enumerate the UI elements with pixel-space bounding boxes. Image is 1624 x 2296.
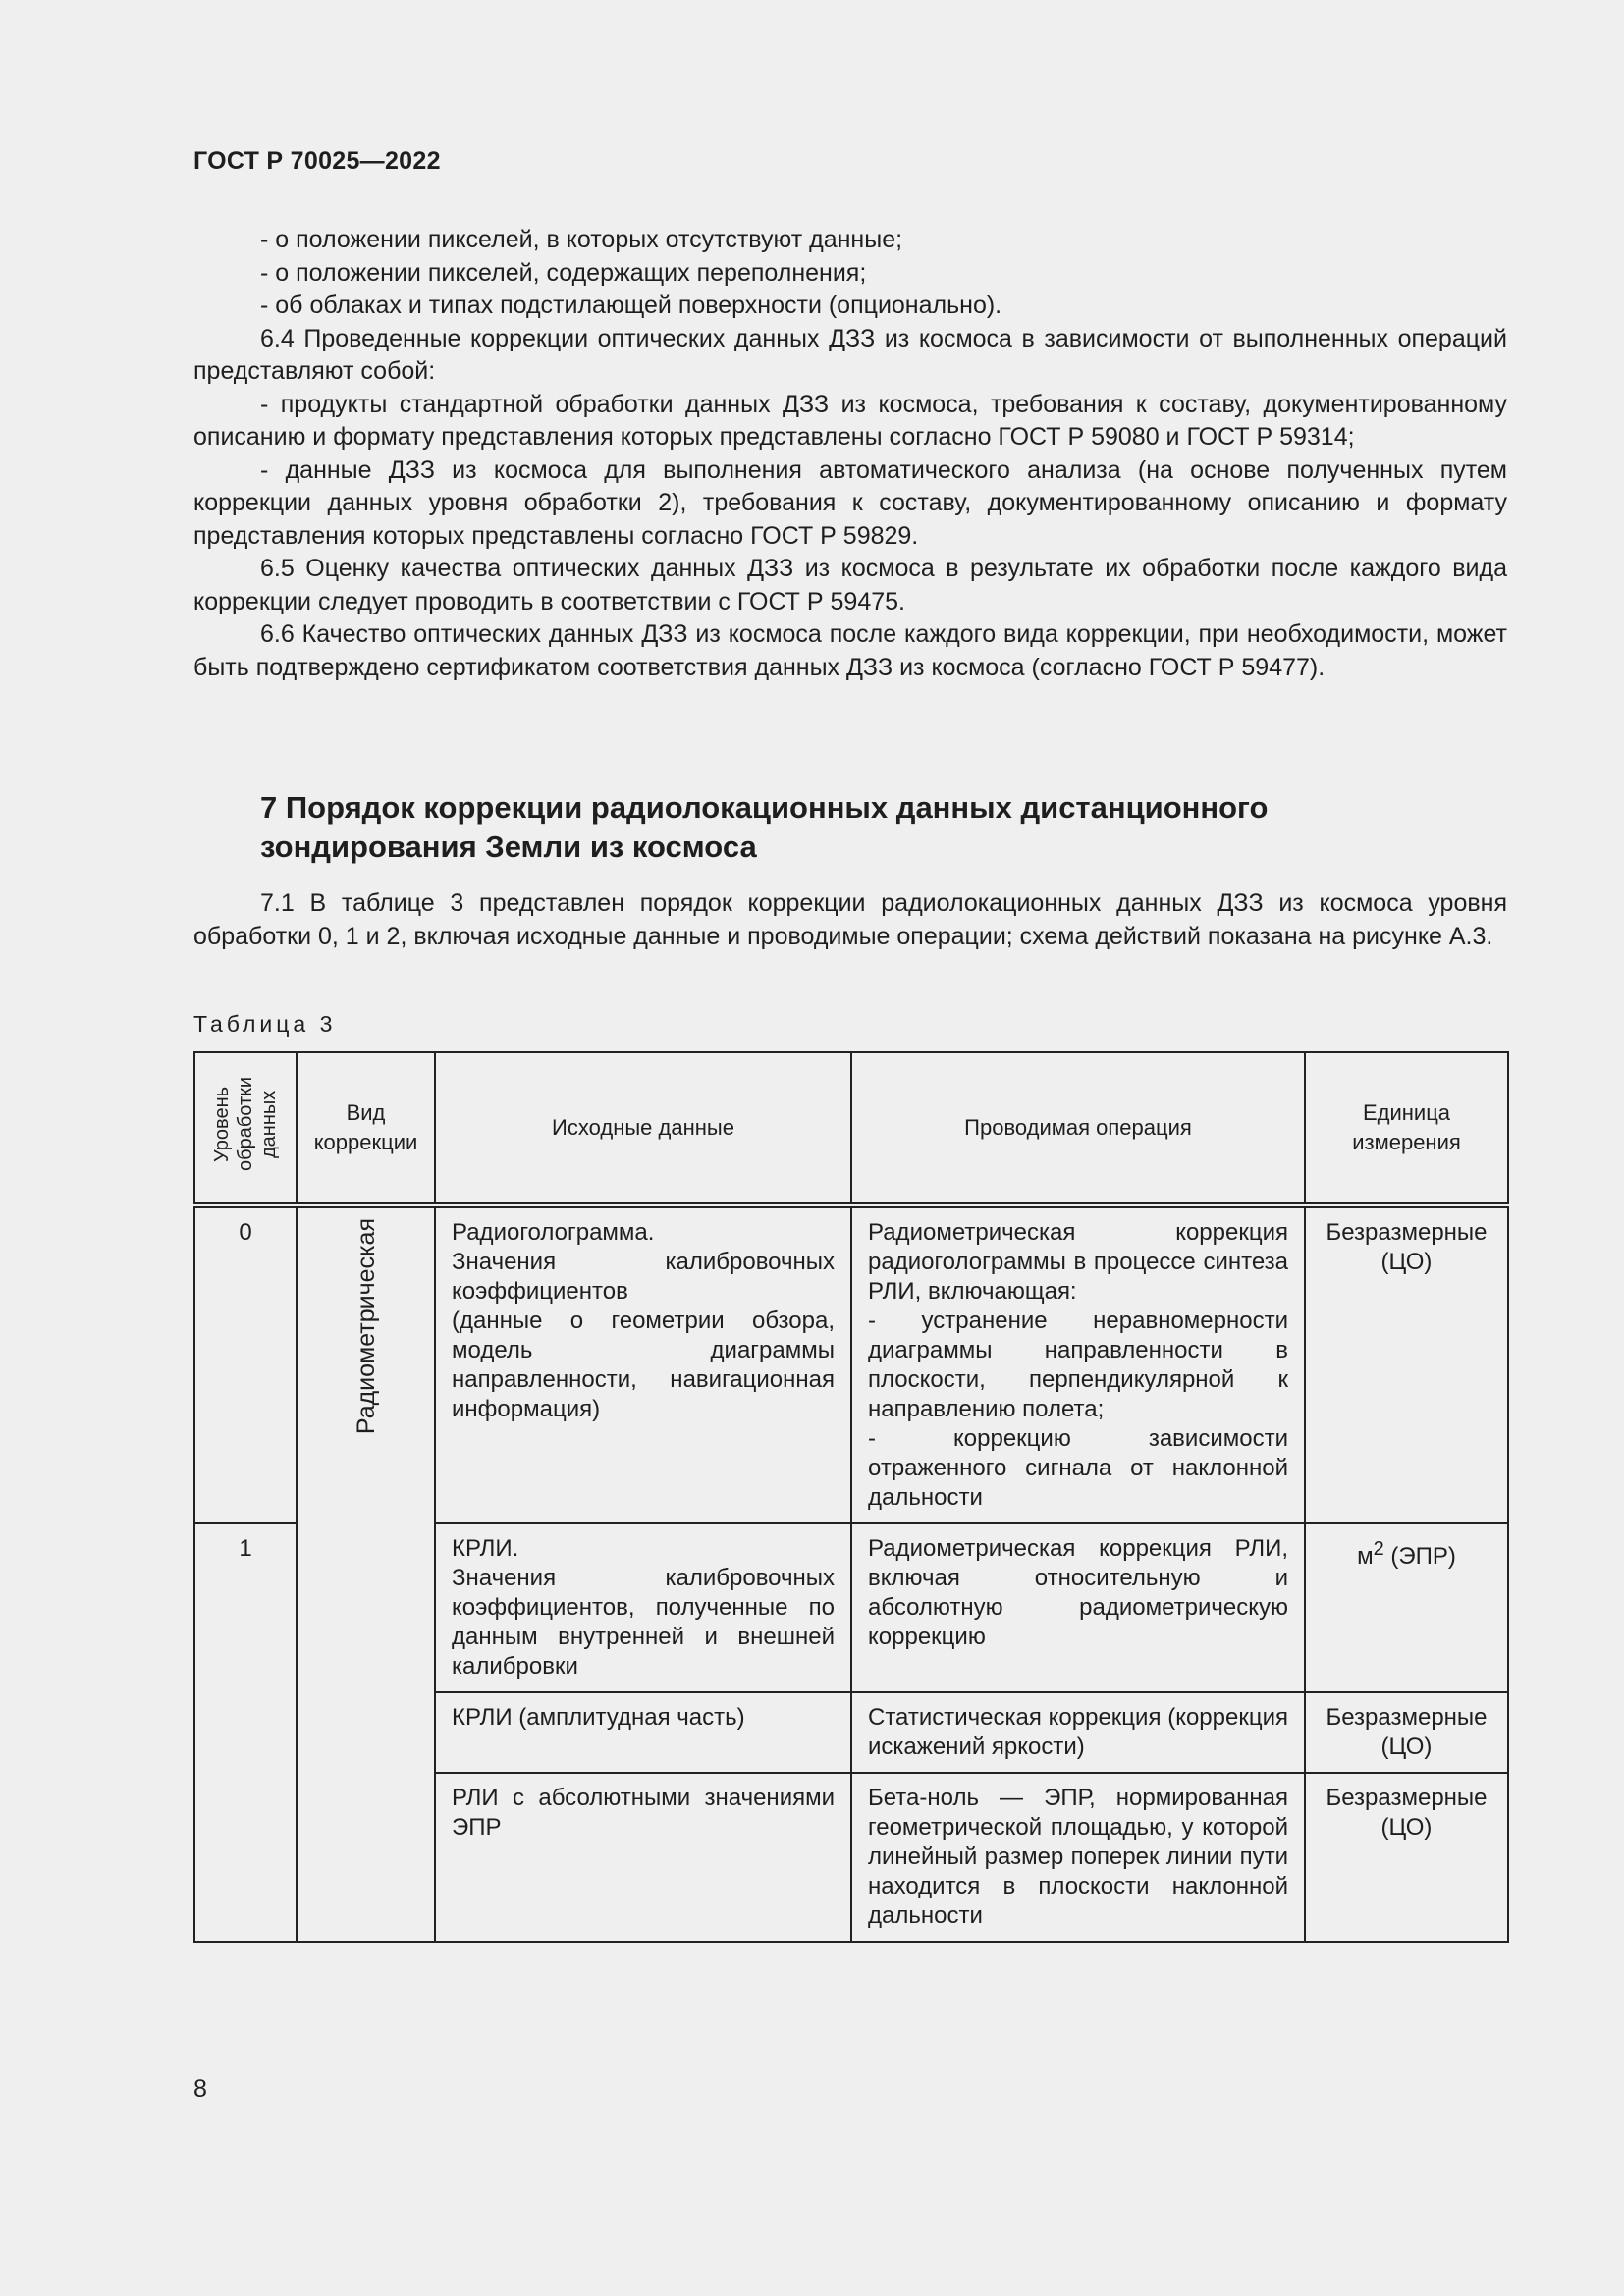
table-caption: Таблица 3: [193, 1011, 337, 1037]
unit-superscript: 2: [1373, 1538, 1384, 1560]
paragraph-6-6: 6.6 Качество оптических данных ДЗЗ из космоса после каждого вида коррекции, при необходимости, может быть подтверждено сертификатом соответствия данных ДЗЗ из космоса (согласно ГОСТ Р 59477).: [193, 620, 1507, 681]
operation-cell: Статистическая коррекция (коррекция искажений яркости): [851, 1692, 1305, 1773]
list-item: - продукты стандартной обработки данных ДЗЗ из космоса, требования к составу, документированному описанию и формату представления которых представлены согласно ГОСТ Р 59080 и ГОСТ Р 59314;: [193, 390, 1507, 451]
unit-cell: Безразмерные (ЦО): [1305, 1773, 1508, 1942]
paragraph-7-1-text: 7.1 В таблице 3 представлен порядок коррекции радиолокационных данных ДЗЗ из космоса уровня обработки 0, 1 и 2, включая исходные данные и проводимые операции; схема действий показана на рисунке А.3.: [193, 889, 1507, 950]
input-cell: РЛИ с абсолютными значениями ЭПР: [435, 1773, 851, 1942]
unit-cell: [1305, 1523, 1508, 1692]
paragraph-7-1: [193, 887, 1507, 953]
list-item: - о положении пикселей, в которых отсутствуют данные;: [260, 226, 903, 253]
body-section-6: [193, 224, 1507, 684]
operation-cell: Радиометрическая коррекция радиоголограммы в процессе синтеза РЛИ, включающая: - устранение неравномерности диаграммы направленности в плоскости, перпендикулярной к направлению полета; - коррекцию зависимости отраженного сигнала от наклонной дальности: [851, 1205, 1305, 1523]
input-cell: КРЛИ. Значения калибровочных коэффициентов, полученные по данным внутренней и внешней калибровки: [435, 1523, 851, 1692]
header-operation: Проводимая операция: [851, 1052, 1305, 1205]
unit-cell: Безразмерные (ЦО): [1305, 1205, 1508, 1523]
unit-base: м: [1357, 1543, 1374, 1570]
input-cell: Радиоголограмма. Значения калибровочных коэффициентов (данные о геометрии обзора, модель диаграммы направленности, навигационная информация): [435, 1205, 851, 1523]
operation-cell: Бета-ноль — ЭПР, нормированная геометрической площадью, у которой линейный размер поперек линии пути находится в плоскости наклонной дальности: [851, 1773, 1305, 1942]
correction-table: [193, 1051, 1509, 1943]
table-header-row: [194, 1052, 1508, 1205]
header-level: [194, 1052, 297, 1205]
header-level-text: Уровень обработки данных: [211, 1076, 280, 1172]
list-item: - о положении пикселей, содержащих переполнения;: [260, 258, 867, 287]
level-cell: 1: [194, 1523, 297, 1942]
header-input: Исходные данные: [435, 1052, 851, 1205]
header-unit: Единица измерения: [1305, 1052, 1508, 1205]
level-cell: 0: [194, 1205, 297, 1523]
unit-rest: (ЭПР): [1383, 1543, 1456, 1570]
list-item: - об облаках и типах подстилающей поверхности (опционально).: [260, 292, 1002, 319]
paragraph-6-5: 6.5 Оценку качества оптических данных ДЗЗ из космоса в результате их обработки после каждого вида коррекции следует проводить в соответствии с ГОСТ Р 59475.: [193, 555, 1507, 615]
page-number: 8: [193, 2075, 207, 2103]
paragraph-6-4: 6.4 Проведенные коррекции оптических данных ДЗЗ из космоса в зависимости от выполненных операций представляют собой:: [193, 324, 1507, 385]
kind-text: Радиометрическая: [352, 1218, 380, 1435]
kind-cell: [297, 1205, 435, 1942]
list-item: - данные ДЗЗ из космоса для выполнения автоматического анализа (на основе полученных путем коррекции данных уровня обработки 2), требования к составу, документированному описанию и формату представления которых представлены согласно ГОСТ Р 59829.: [193, 455, 1507, 550]
header-kind: Вид коррекции: [297, 1052, 435, 1205]
unit-cell: Безразмерные (ЦО): [1305, 1692, 1508, 1773]
section-title: 7 Порядок коррекции радиолокационных данных дистанционного зондирования Земли из космоса: [260, 790, 1269, 864]
operation-cell: Радиометрическая коррекция РЛИ, включая относительную и абсолютную радиометрическую коррекцию: [851, 1523, 1305, 1692]
input-cell: КРЛИ (амплитудная часть): [435, 1692, 851, 1773]
document-header: ГОСТ Р 70025—2022: [193, 147, 441, 175]
table-row: [194, 1205, 1508, 1523]
